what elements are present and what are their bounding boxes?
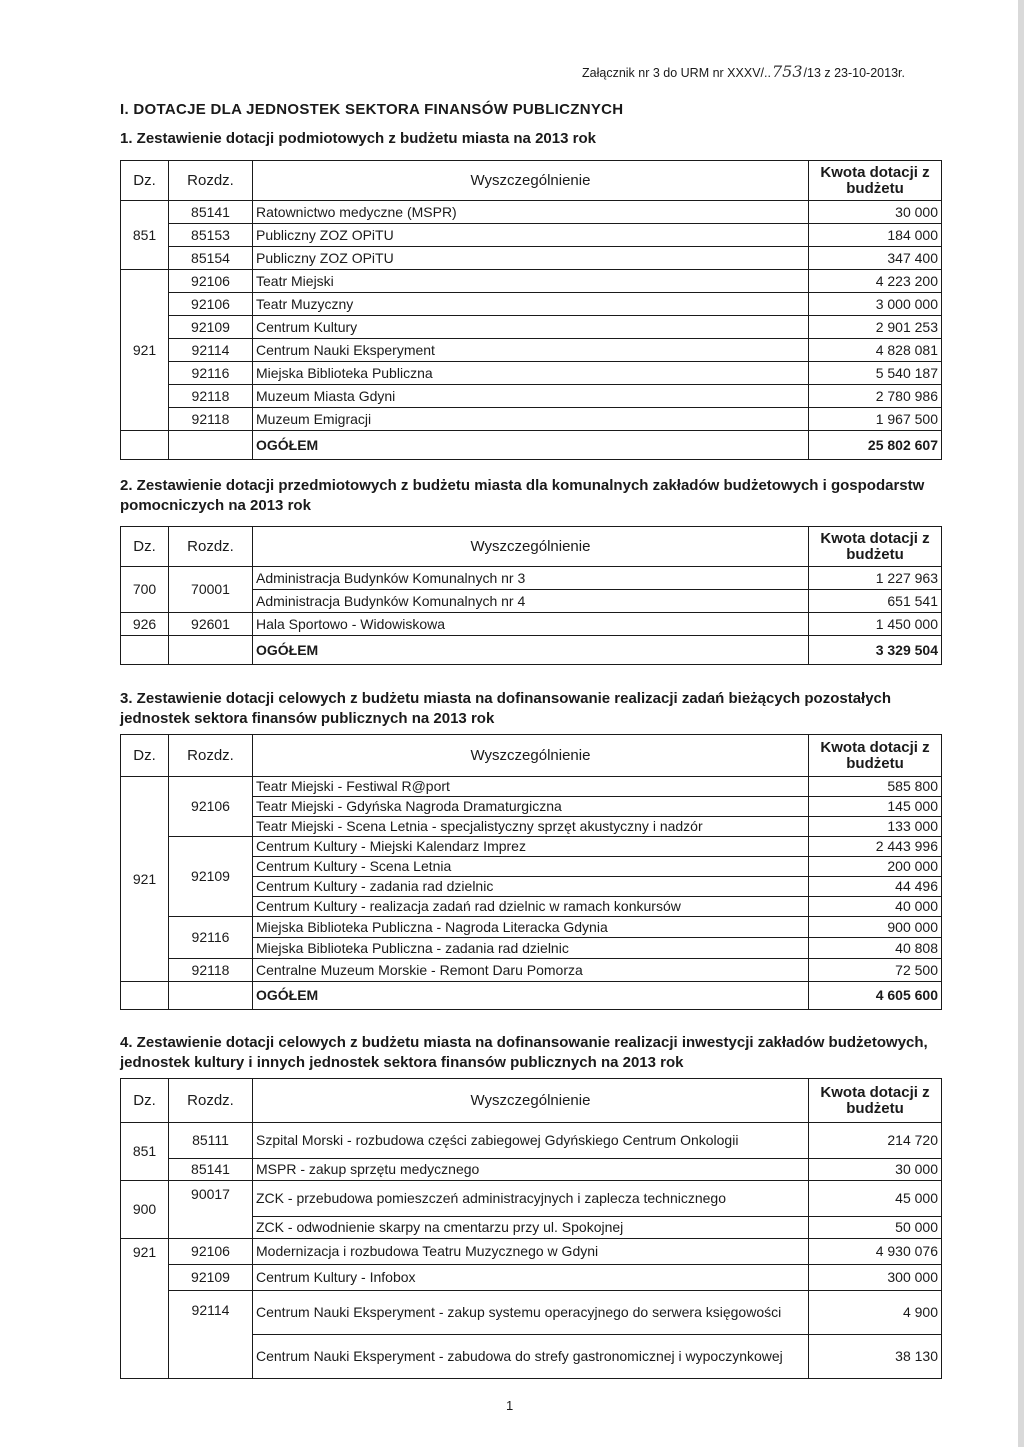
section-1-table [120, 160, 942, 460]
section-4-table [120, 1078, 942, 1379]
table-row: 92118 Muzeum Miasta Gdyni 2 780 986 [121, 385, 942, 408]
table-row: Centrum Nauki Eksperyment - zabudowa do strefy gastronomicznej i wypoczynkowej 38 130 [121, 1335, 942, 1379]
section-3-table [120, 734, 942, 1010]
dz-cell: 921 [121, 777, 169, 982]
total-row: OGÓŁEM 3 329 504 [121, 636, 942, 665]
total-amount: 25 802 607 [809, 431, 942, 460]
dz-cell: 851 [121, 201, 169, 270]
col-rozdz: Rozdz. [169, 1079, 253, 1123]
col-amount: Kwota dotacji z budżetu [809, 1079, 942, 1123]
col-amount: Kwota dotacji z budżetu [809, 735, 942, 777]
col-dz: Dz. [121, 1079, 169, 1123]
col-desc: Wyszczególnienie [253, 735, 809, 777]
section-3-title: 3. Zestawienie dotacji celowych z budżetu miasta na dofinansowanie realizacji zadań bieżących pozostałych jednostek sektora finansów publicznych na 2013 rok [120, 690, 892, 727]
main-heading: I. DOTACJE DLA JEDNOSTEK SEKTORA FINANSÓW PUBLICZNYCH [120, 101, 624, 118]
table-row: 92109 Centrum Kultury - Infobox 300 000 [121, 1265, 942, 1291]
page-number: 1 [506, 1398, 514, 1413]
table-row: 92118 Muzeum Emigracji 1 967 500 [121, 408, 942, 431]
table-row: Centrum Kultury - Scena Letnia 200 000 [121, 857, 942, 877]
page-edge [1018, 0, 1024, 1447]
col-rozdz: Rozdz. [169, 161, 253, 201]
table-row: 700 70001 Administracja Budynków Komunalnych nr 3 1 227 963 [121, 567, 942, 590]
table-row: 92106 Teatr Muzyczny 3 000 000 [121, 293, 942, 316]
table-row: Teatr Miejski - Gdyńska Nagroda Dramaturgiczna 145 000 [121, 797, 942, 817]
total-row: OGÓŁEM 4 605 600 [121, 982, 942, 1010]
col-rozdz: Rozdz. [169, 527, 253, 567]
dz-cell: 900 [121, 1181, 169, 1239]
total-amount: 3 329 504 [809, 636, 942, 665]
section-2-title: 2. Zestawienie dotacji przedmiotowych z budżetu miasta dla komunalnych zakładów budżetowych i gospodarstw pomocniczych na 2013 rok [120, 477, 925, 514]
table-row: 92118 Centralne Muzeum Morskie - Remont Daru Pomorza 72 500 [121, 959, 942, 982]
table-row: 92114 Centrum Nauki Eksperyment - zakup systemu operacyjnego do serwera księgowości 4 900 [121, 1291, 942, 1335]
table-row: 85141 MSPR - zakup sprzętu medycznego 30 000 [121, 1159, 942, 1181]
table-row: 92116 Miejska Biblioteka Publiczna - Nagroda Literacka Gdynia 900 000 [121, 917, 942, 938]
table-header [121, 1079, 942, 1123]
table-header [121, 527, 942, 567]
dz-cell: 921 [121, 1239, 169, 1379]
table-row: 900 90017 ZCK - przebudowa pomieszczeń administracyjnych i zaplecza technicznego 45 000 [121, 1181, 942, 1217]
col-rozdz: Rozdz. [169, 735, 253, 777]
table-row: 921 92106 Teatr Miejski - Festiwal R@port 585 800 [121, 777, 942, 797]
table-row: Centrum Kultury - zadania rad dzielnic 44 496 [121, 877, 942, 897]
section-4-title: 4. Zestawienie dotacji celowych z budżetu miasta na dofinansowanie realizacji inwestycji zakładów budżetowych, jednostek kultury i innych jednostek sektora finansów publicznych na 2013 rok [120, 1034, 928, 1071]
table-row: 921 92106 Modernizacja i rozbudowa Teatru Muzycznego w Gdyni 4 930 076 [121, 1239, 942, 1265]
col-desc: Wyszczególnienie [253, 161, 809, 201]
total-amount: 4 605 600 [809, 982, 942, 1010]
col-desc: Wyszczególnienie [253, 1079, 809, 1123]
dz-cell: 851 [121, 1123, 169, 1181]
table-row: 921 92106 Teatr Miejski 4 223 200 [121, 270, 942, 293]
table-row: Administracja Budynków Komunalnych nr 4 651 541 [121, 590, 942, 613]
table-row: 851 85141 Ratownictwo medyczne (MSPR) 30 000 [121, 201, 942, 224]
table-row: 92109 Centrum Kultury 2 901 253 [121, 316, 942, 339]
col-dz: Dz. [121, 735, 169, 777]
handwritten-number: 753 [771, 62, 803, 81]
table-row: 92109 Centrum Kultury - Miejski Kalendarz Imprez 2 443 996 [121, 837, 942, 857]
annex-reference: Załącznik nr 3 do URM nr XXXV/..753/13 z 23-10-2013r. [582, 62, 905, 81]
table-row: ZCK - odwodnienie skarpy na cmentarzu przy ul. Spokojnej 50 000 [121, 1217, 942, 1239]
col-dz: Dz. [121, 161, 169, 201]
table-row: 92116 Miejska Biblioteka Publiczna 5 540 187 [121, 362, 942, 385]
dz-cell: 921 [121, 270, 169, 431]
table-row: Teatr Miejski - Scena Letnia - specjalistyczny sprzęt akustyczny i nadzór 133 000 [121, 817, 942, 837]
table-header [121, 735, 942, 777]
table-row: 92114 Centrum Nauki Eksperyment 4 828 081 [121, 339, 942, 362]
table-row: Miejska Biblioteka Publiczna - zadania rad dzielnic 40 808 [121, 938, 942, 959]
table-row: 85154 Publiczny ZOZ OPiTU 347 400 [121, 247, 942, 270]
section-2-table [120, 526, 942, 665]
table-row: 851 85111 Szpital Morski - rozbudowa części zabiegowej Gdyńskiego Centrum Onkologii 214 720 [121, 1123, 942, 1159]
section-1-title: 1. Zestawienie dotacji podmiotowych z budżetu miasta na 2013 rok [120, 130, 596, 147]
col-amount: Kwota dotacji z budżetu [809, 527, 942, 567]
col-amount: Kwota dotacji z budżetu [809, 161, 942, 201]
table-row: Centrum Kultury - realizacja zadań rad dzielnic w ramach konkursów 40 000 [121, 897, 942, 917]
total-row: OGÓŁEM 25 802 607 [121, 431, 942, 460]
table-row: 85153 Publiczny ZOZ OPiTU 184 000 [121, 224, 942, 247]
table-row: 926 92601 Hala Sportowo - Widowiskowa 1 450 000 [121, 613, 942, 636]
table-header [121, 161, 942, 201]
col-desc: Wyszczególnienie [253, 527, 809, 567]
col-dz: Dz. [121, 527, 169, 567]
